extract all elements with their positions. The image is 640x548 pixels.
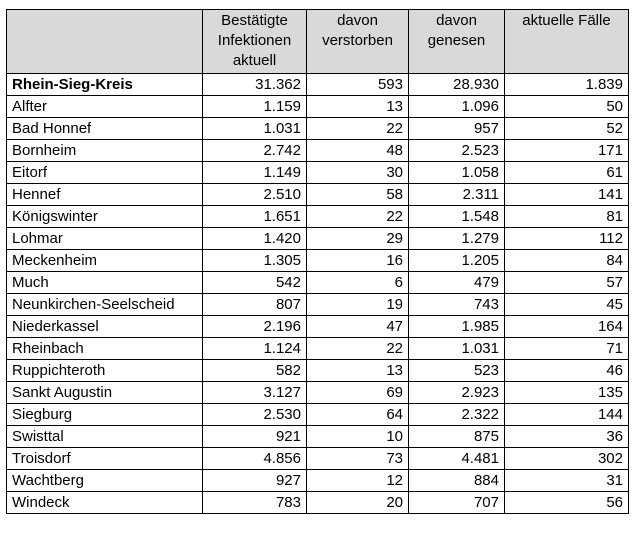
table-row bbox=[7, 118, 629, 140]
header-deceased-line-1: davon bbox=[337, 12, 378, 29]
header-confirmed-line-2: Infektionen bbox=[217, 32, 292, 49]
cell-municipality: Hennef bbox=[7, 184, 203, 206]
cell-deceased: 69 bbox=[307, 382, 409, 404]
cell-confirmed: 807 bbox=[203, 294, 307, 316]
cell-deceased: 22 bbox=[307, 338, 409, 360]
cell-active: 46 bbox=[505, 360, 629, 382]
cell-deceased: 16 bbox=[307, 250, 409, 272]
cell-deceased: 12 bbox=[307, 470, 409, 492]
cell-confirmed: 1.159 bbox=[203, 96, 307, 118]
table-body bbox=[7, 74, 629, 514]
table-row bbox=[7, 470, 629, 492]
table-row bbox=[7, 250, 629, 272]
cell-confirmed: 1.305 bbox=[203, 250, 307, 272]
cell-confirmed: 1.124 bbox=[203, 338, 307, 360]
cell-confirmed: 2.530 bbox=[203, 404, 307, 426]
cell-active: 31 bbox=[505, 470, 629, 492]
cell-municipality: Bad Honnef bbox=[7, 118, 203, 140]
cell-municipality: Windeck bbox=[7, 492, 203, 514]
cell-active: 61 bbox=[505, 162, 629, 184]
cell-deceased: 64 bbox=[307, 404, 409, 426]
cell-recovered: 523 bbox=[409, 360, 505, 382]
cell-confirmed: 31.362 bbox=[203, 74, 307, 96]
table-row bbox=[7, 96, 629, 118]
cell-active: 141 bbox=[505, 184, 629, 206]
cell-active: 164 bbox=[505, 316, 629, 338]
header-recovered-line-2: genesen bbox=[427, 32, 486, 49]
cell-active: 302 bbox=[505, 448, 629, 470]
cell-recovered: 1.096 bbox=[409, 96, 505, 118]
cell-active: 84 bbox=[505, 250, 629, 272]
cell-active: 52 bbox=[505, 118, 629, 140]
cell-confirmed: 927 bbox=[203, 470, 307, 492]
cell-recovered: 2.923 bbox=[409, 382, 505, 404]
cell-recovered: 1.548 bbox=[409, 206, 505, 228]
cell-active: 144 bbox=[505, 404, 629, 426]
header-recovered-line-1: davon bbox=[436, 12, 477, 29]
table-row bbox=[7, 294, 629, 316]
table-row bbox=[7, 228, 629, 250]
cell-recovered: 2.322 bbox=[409, 404, 505, 426]
table-row bbox=[7, 184, 629, 206]
cell-confirmed: 1.031 bbox=[203, 118, 307, 140]
cell-confirmed: 542 bbox=[203, 272, 307, 294]
cell-confirmed: 3.127 bbox=[203, 382, 307, 404]
cell-confirmed: 1.651 bbox=[203, 206, 307, 228]
header-active-line-1: aktuelle Fälle bbox=[522, 12, 611, 29]
cell-confirmed: 2.742 bbox=[203, 140, 307, 162]
cell-active: 50 bbox=[505, 96, 629, 118]
table-row bbox=[7, 316, 629, 338]
cell-municipality: Meckenheim bbox=[7, 250, 203, 272]
cell-confirmed: 582 bbox=[203, 360, 307, 382]
cell-active: 1.839 bbox=[505, 74, 629, 96]
cell-active: 56 bbox=[505, 492, 629, 514]
cell-recovered: 2.311 bbox=[409, 184, 505, 206]
cell-active: 36 bbox=[505, 426, 629, 448]
cell-confirmed: 1.149 bbox=[203, 162, 307, 184]
cell-recovered: 707 bbox=[409, 492, 505, 514]
cell-active: 45 bbox=[505, 294, 629, 316]
cell-active: 171 bbox=[505, 140, 629, 162]
cell-confirmed: 2.510 bbox=[203, 184, 307, 206]
cell-municipality: Neunkirchen-Seelscheid bbox=[7, 294, 203, 316]
header-confirmed-line-3: aktuell bbox=[232, 52, 277, 69]
cell-deceased: 58 bbox=[307, 184, 409, 206]
cell-recovered: 875 bbox=[409, 426, 505, 448]
cell-municipality: Troisdorf bbox=[7, 448, 203, 470]
header-row bbox=[7, 10, 629, 74]
cell-recovered: 4.481 bbox=[409, 448, 505, 470]
cell-municipality: Siegburg bbox=[7, 404, 203, 426]
cell-confirmed: 1.420 bbox=[203, 228, 307, 250]
cell-deceased: 22 bbox=[307, 206, 409, 228]
table-row bbox=[7, 272, 629, 294]
cell-active: 135 bbox=[505, 382, 629, 404]
table-row bbox=[7, 492, 629, 514]
table-row bbox=[7, 338, 629, 360]
cell-deceased: 13 bbox=[307, 360, 409, 382]
table-row bbox=[7, 404, 629, 426]
cell-deceased: 10 bbox=[307, 426, 409, 448]
header-deceased-line-2: verstorben bbox=[322, 32, 393, 49]
cell-municipality: Sankt Augustin bbox=[7, 382, 203, 404]
cell-recovered: 957 bbox=[409, 118, 505, 140]
header-confirmed-line-1: Bestätigte bbox=[221, 12, 288, 29]
header-municipality bbox=[7, 10, 203, 74]
cell-confirmed: 921 bbox=[203, 426, 307, 448]
cell-municipality: Alfter bbox=[7, 96, 203, 118]
cell-deceased: 73 bbox=[307, 448, 409, 470]
cell-municipality: Königswinter bbox=[7, 206, 203, 228]
cell-municipality: Rhein-Sieg-Kreis bbox=[7, 74, 203, 96]
infection-table bbox=[6, 9, 629, 514]
cell-deceased: 19 bbox=[307, 294, 409, 316]
cell-municipality: Bornheim bbox=[7, 140, 203, 162]
cell-active: 112 bbox=[505, 228, 629, 250]
cell-deceased: 6 bbox=[307, 272, 409, 294]
table-row bbox=[7, 448, 629, 470]
header-recovered bbox=[409, 10, 505, 74]
data-table-container bbox=[6, 9, 629, 514]
cell-deceased: 30 bbox=[307, 162, 409, 184]
cell-recovered: 1.205 bbox=[409, 250, 505, 272]
cell-municipality: Rheinbach bbox=[7, 338, 203, 360]
table-row bbox=[7, 74, 629, 96]
cell-confirmed: 2.196 bbox=[203, 316, 307, 338]
cell-recovered: 1.058 bbox=[409, 162, 505, 184]
cell-recovered: 1.031 bbox=[409, 338, 505, 360]
cell-recovered: 28.930 bbox=[409, 74, 505, 96]
cell-recovered: 2.523 bbox=[409, 140, 505, 162]
header-confirmed bbox=[203, 10, 307, 74]
cell-confirmed: 4.856 bbox=[203, 448, 307, 470]
cell-deceased: 29 bbox=[307, 228, 409, 250]
header-deceased bbox=[307, 10, 409, 74]
cell-municipality: Lohmar bbox=[7, 228, 203, 250]
cell-deceased: 20 bbox=[307, 492, 409, 514]
cell-recovered: 479 bbox=[409, 272, 505, 294]
cell-deceased: 13 bbox=[307, 96, 409, 118]
cell-active: 57 bbox=[505, 272, 629, 294]
cell-deceased: 48 bbox=[307, 140, 409, 162]
table-row bbox=[7, 162, 629, 184]
cell-deceased: 22 bbox=[307, 118, 409, 140]
cell-recovered: 1.985 bbox=[409, 316, 505, 338]
cell-municipality: Swisttal bbox=[7, 426, 203, 448]
cell-recovered: 743 bbox=[409, 294, 505, 316]
table-row bbox=[7, 382, 629, 404]
cell-recovered: 884 bbox=[409, 470, 505, 492]
table-row bbox=[7, 426, 629, 448]
cell-municipality: Eitorf bbox=[7, 162, 203, 184]
cell-deceased: 593 bbox=[307, 74, 409, 96]
cell-municipality: Niederkassel bbox=[7, 316, 203, 338]
cell-deceased: 47 bbox=[307, 316, 409, 338]
header-active bbox=[505, 10, 629, 74]
table-row bbox=[7, 360, 629, 382]
cell-recovered: 1.279 bbox=[409, 228, 505, 250]
cell-municipality: Much bbox=[7, 272, 203, 294]
cell-municipality: Wachtberg bbox=[7, 470, 203, 492]
cell-active: 81 bbox=[505, 206, 629, 228]
table-row bbox=[7, 140, 629, 162]
cell-municipality: Ruppichteroth bbox=[7, 360, 203, 382]
cell-active: 71 bbox=[505, 338, 629, 360]
cell-confirmed: 783 bbox=[203, 492, 307, 514]
table-row bbox=[7, 206, 629, 228]
